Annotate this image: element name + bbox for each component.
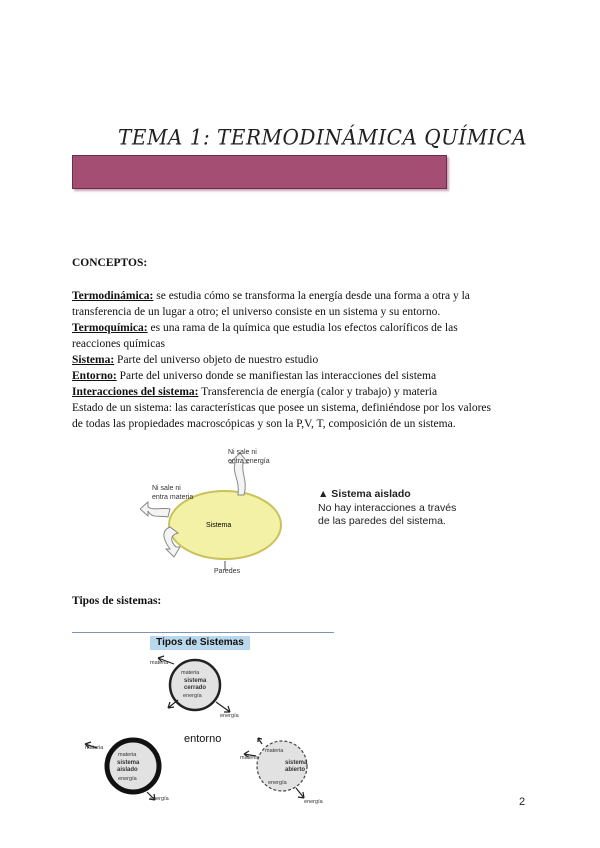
no-matter-label-1: Ni sale ni xyxy=(152,485,181,492)
isolated-energia-label: energía xyxy=(118,776,137,782)
termoquimica-line1 xyxy=(72,320,492,336)
open-materia-label: materia xyxy=(240,755,259,761)
entorno-term: Entorno: xyxy=(72,370,117,382)
open-energy-arrow-icon xyxy=(296,788,304,798)
title-bar xyxy=(72,155,447,189)
isolated-energia-out-label: energía xyxy=(150,796,169,802)
conceptos-heading: CONCEPTOS: xyxy=(72,257,148,269)
termodinamica-term: Termodinámica: xyxy=(72,290,154,302)
page-title: TEMA 1: TERMODINÁMICA QUÍMICA xyxy=(118,124,528,150)
figure1-caption-title: ▲ Sistema aislado xyxy=(318,488,411,500)
open-matter-in-arrow-icon xyxy=(258,738,262,744)
sistema-label: Sistema xyxy=(206,522,232,529)
open-system-diagram xyxy=(232,736,332,806)
isolated-aislado-label: aislado xyxy=(117,767,138,773)
termodinamica-text: se estudia cómo se transforma la energía desde una forma a otra y la xyxy=(153,290,470,302)
tipos-box-title: Tipos de Sistemas xyxy=(150,636,250,650)
closed-energy-arrow-icon xyxy=(216,702,230,712)
termodinamica-line1 xyxy=(72,288,492,304)
entorno-text: Parte del universo donde se manifiestan las interacciones del sistema xyxy=(116,370,437,382)
sistema-term: Sistema: xyxy=(72,354,115,366)
tipos-heading: Tipos de sistemas: xyxy=(72,595,162,607)
figure1-caption xyxy=(318,502,488,528)
page-number: 2 xyxy=(519,796,526,808)
termoquimica-term: Termoquímica: xyxy=(72,322,148,334)
caption-line2: de las paredes del sistema. xyxy=(318,515,446,527)
estado-line1: Estado de un sistema: las características que posee un sistema, definiéndose por los valores xyxy=(72,402,491,414)
no-matter-label-2: entra materia xyxy=(152,494,194,501)
termodinamica-line2: transferencia de un lugar a otro; el universo consiste en un sistema y su entorno. xyxy=(72,306,441,318)
estado-line2: de todas las propiedades macroscópicas y son la P,V, T, composición de un sistema. xyxy=(72,418,456,430)
termoquimica-text: es una rama de la química que estudia los efectos caloríficos de las xyxy=(147,322,458,334)
divider-rule xyxy=(72,632,334,633)
termoquimica-line2: reacciones químicas xyxy=(72,338,165,350)
closed-energia-label: energía xyxy=(183,693,202,699)
open-abierto-label: abierto xyxy=(285,767,306,773)
isolated-sistema-label: sistema xyxy=(117,760,140,766)
closed-sistema-label: sistema xyxy=(184,678,207,684)
definitions-block xyxy=(72,288,492,432)
interacciones-text: Transferencia de energía (calor y trabajo) y materia xyxy=(198,386,438,398)
isolated-materia-label: materia xyxy=(85,745,104,751)
isolated-materia-inner-label: materia xyxy=(118,752,137,758)
sistema-line xyxy=(72,352,492,368)
closed-energia-out-label: energía xyxy=(220,713,239,719)
open-sistema-label: sistema xyxy=(285,760,308,766)
closed-materia-label: materia xyxy=(150,660,169,666)
entorno-line xyxy=(72,368,492,384)
walls-label: Paredes xyxy=(214,568,241,575)
closed-materia-inner-label: materia xyxy=(181,670,200,676)
interacciones-line xyxy=(72,384,492,400)
open-materia-inner-label: materia xyxy=(265,748,284,754)
open-energia-out-label: energía xyxy=(304,799,323,805)
interacciones-term: Interacciones del sistema: xyxy=(72,386,199,398)
isolated-system-circle xyxy=(107,740,159,792)
closed-energy-in-arrow-icon xyxy=(168,700,178,708)
matter-arrow-icon xyxy=(140,502,170,517)
closed-cerrado-label: cerrado xyxy=(184,685,207,691)
caption-line1: No hay interacciones a través xyxy=(318,502,457,514)
open-energia-label: energía xyxy=(268,780,287,786)
sistema-text: Parte del universo objeto de nuestro estudio xyxy=(114,354,319,366)
entorno-label: entorno xyxy=(184,733,222,745)
no-energy-label-2: entra energía xyxy=(228,458,270,465)
no-energy-label-1: Ni sale ni xyxy=(228,449,257,456)
